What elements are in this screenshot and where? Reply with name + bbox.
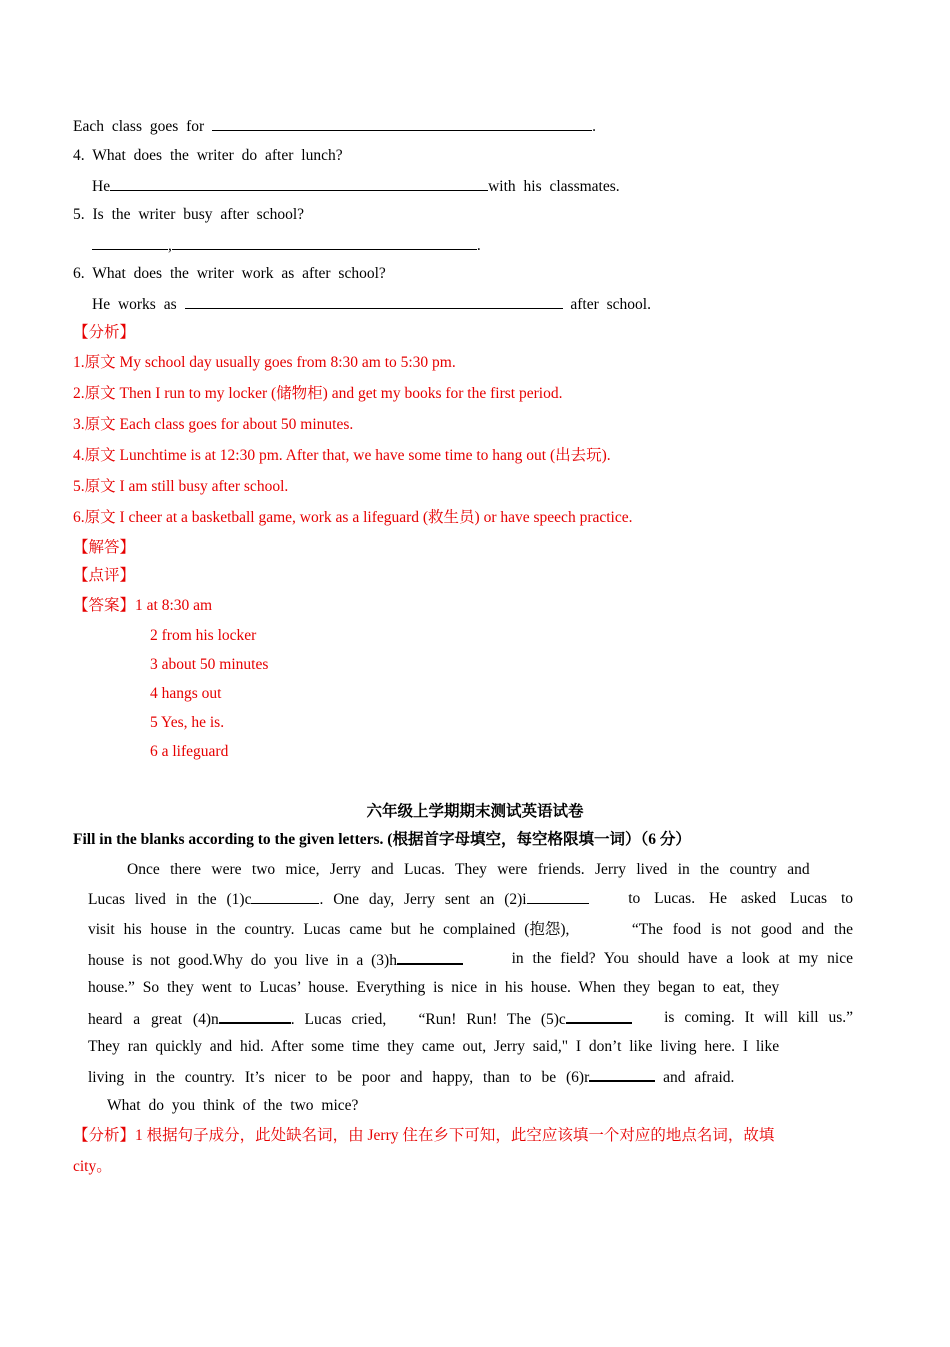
q3-prefix: Each class goes for — [73, 118, 205, 135]
q6-blank[interactable] — [185, 294, 563, 309]
analysis-item: 3.原文 Each class goes for about 50 minutes. — [73, 416, 354, 433]
passage-text: visit his house in the country. Lucas came but he complained (抱怨), — [88, 921, 570, 938]
q4-suffix: with his classmates. — [488, 178, 620, 195]
answer-item: 1 at 8:30 am — [135, 597, 213, 614]
q4-blank[interactable] — [110, 176, 488, 191]
passage-text: heard a great (4)n — [88, 1011, 219, 1028]
passage-line-1 — [127, 860, 853, 880]
q5-question: 5. Is the writer busy after school? — [73, 206, 305, 223]
analysis-heading: 【分析】 — [73, 324, 136, 341]
answer-item: 6 a lifeguard — [150, 743, 229, 760]
q3-answer-line — [73, 116, 596, 137]
passage-text-group — [88, 889, 589, 910]
section-title: 六年级上学期期末测试英语试卷 — [366, 803, 584, 820]
q6-suffix: after school. — [570, 296, 651, 313]
q6-answer-line — [92, 294, 651, 315]
answer-heading: 【答案】 — [73, 597, 136, 614]
analysis-item: 4.原文 Lunchtime is at 12:30 pm. After that, we have some time to hang out (出去玩). — [73, 447, 611, 464]
q3-suffix: . — [592, 118, 596, 135]
q5-blank-2[interactable] — [172, 235, 477, 250]
passage-text: living in the country. It’s nicer to be poor and happy, than to be (6)r — [88, 1069, 590, 1086]
answer-item: 2 from his locker — [150, 627, 257, 644]
passage-text: “Run! Run! The (5)c — [418, 1011, 566, 1028]
passage-text: in the field? You should have a look at my nice — [511, 950, 853, 967]
passage-line-7 — [88, 1037, 853, 1057]
section2-analysis — [73, 1126, 774, 1146]
passage-text-group — [88, 949, 463, 971]
passage-text: house.” So they went to Lucas’ house. Everything is nice in his house. When they began to eat, they — [88, 979, 780, 996]
q4-answer-line — [92, 176, 620, 197]
blank-5[interactable] — [566, 1008, 632, 1024]
passage-line-9: What do you think of the two mice? — [107, 1097, 359, 1114]
answer-block — [73, 596, 212, 616]
passage-text: house is not good.Why do you live in a (3)h — [88, 952, 397, 969]
passage-line-2 — [88, 889, 853, 910]
q6-prefix: He works as — [92, 296, 177, 313]
analysis-item: 5.原文 I am still busy after school. — [73, 478, 289, 495]
blank-6[interactable] — [589, 1066, 655, 1082]
passage-text: and afraid. — [663, 1069, 735, 1086]
blank-2[interactable] — [527, 889, 589, 904]
passage-text: They ran quickly and hid. After some time they came out, Jerry said," I don’t like living here. I like — [88, 1038, 780, 1055]
section2-analysis-text-2: city。 — [73, 1158, 112, 1175]
analysis-item: 6.原文 I cheer at a basketball game, work as a lifeguard (救生员) or have speech practice. — [73, 509, 633, 526]
q5-comma: , — [168, 237, 172, 254]
passage-line-5 — [88, 978, 853, 998]
blank-3[interactable] — [397, 949, 463, 965]
solution-heading: 【解答】 — [73, 539, 136, 556]
passage-line-6 — [88, 1008, 853, 1030]
q5-suffix: . — [476, 237, 481, 254]
blank-1[interactable] — [251, 889, 319, 904]
q3-blank[interactable] — [212, 116, 592, 131]
q4-prefix: He — [92, 178, 111, 195]
blank-4[interactable] — [219, 1008, 291, 1024]
passage-line-3 — [88, 920, 853, 940]
passage-text: . One day, Jerry sent an (2)i — [319, 891, 527, 908]
passage-text: to Lucas. He asked Lucas to — [628, 890, 853, 907]
comment-heading: 【点评】 — [73, 567, 136, 584]
answer-item: 3 about 50 minutes — [150, 656, 269, 673]
section-instruction: Fill in the blanks according to the given letters. (根据首字母填空，每空格限填一词）（6 分） — [73, 831, 691, 848]
answer-item: 4 hangs out — [150, 685, 222, 702]
passage-text: . Lucas cried, — [290, 1011, 387, 1028]
analysis-item: 1.原文 My school day usually goes from 8:30 am to 5:30 pm. — [73, 354, 456, 371]
passage-text: “The food is not good and the — [631, 921, 853, 938]
analysis-item: 2.原文 Then I run to my locker (储物柜) and get my books for the first period. — [73, 385, 563, 402]
passage-text-group — [419, 1008, 632, 1030]
passage-line-8 — [88, 1066, 734, 1088]
q6-question: 6. What does the writer work as after school? — [73, 265, 386, 282]
passage-text: is coming. It will kill us.” — [664, 1009, 853, 1026]
section2-analysis-text: 1 根据句子成分，此处缺名词，由 Jerry 住在乡下可知，此空应该填一个对应的地点名词，故填 — [135, 1127, 775, 1144]
answer-item: 5 Yes, he is. — [150, 714, 225, 731]
passage-line-4 — [88, 949, 853, 971]
passage-text: Lucas lived in the (1)c — [88, 891, 252, 908]
q4-question: 4. What does the writer do after lunch? — [73, 147, 343, 164]
passage-text: Once there were two mice, Jerry and Lucas. They were friends. Jerry lived in the country and — [127, 861, 810, 878]
q5-blank-1[interactable] — [92, 235, 168, 250]
section2-analysis-heading: 【分析】 — [73, 1127, 136, 1144]
q5-answer-line — [92, 235, 481, 256]
passage-text-group — [88, 1008, 386, 1030]
